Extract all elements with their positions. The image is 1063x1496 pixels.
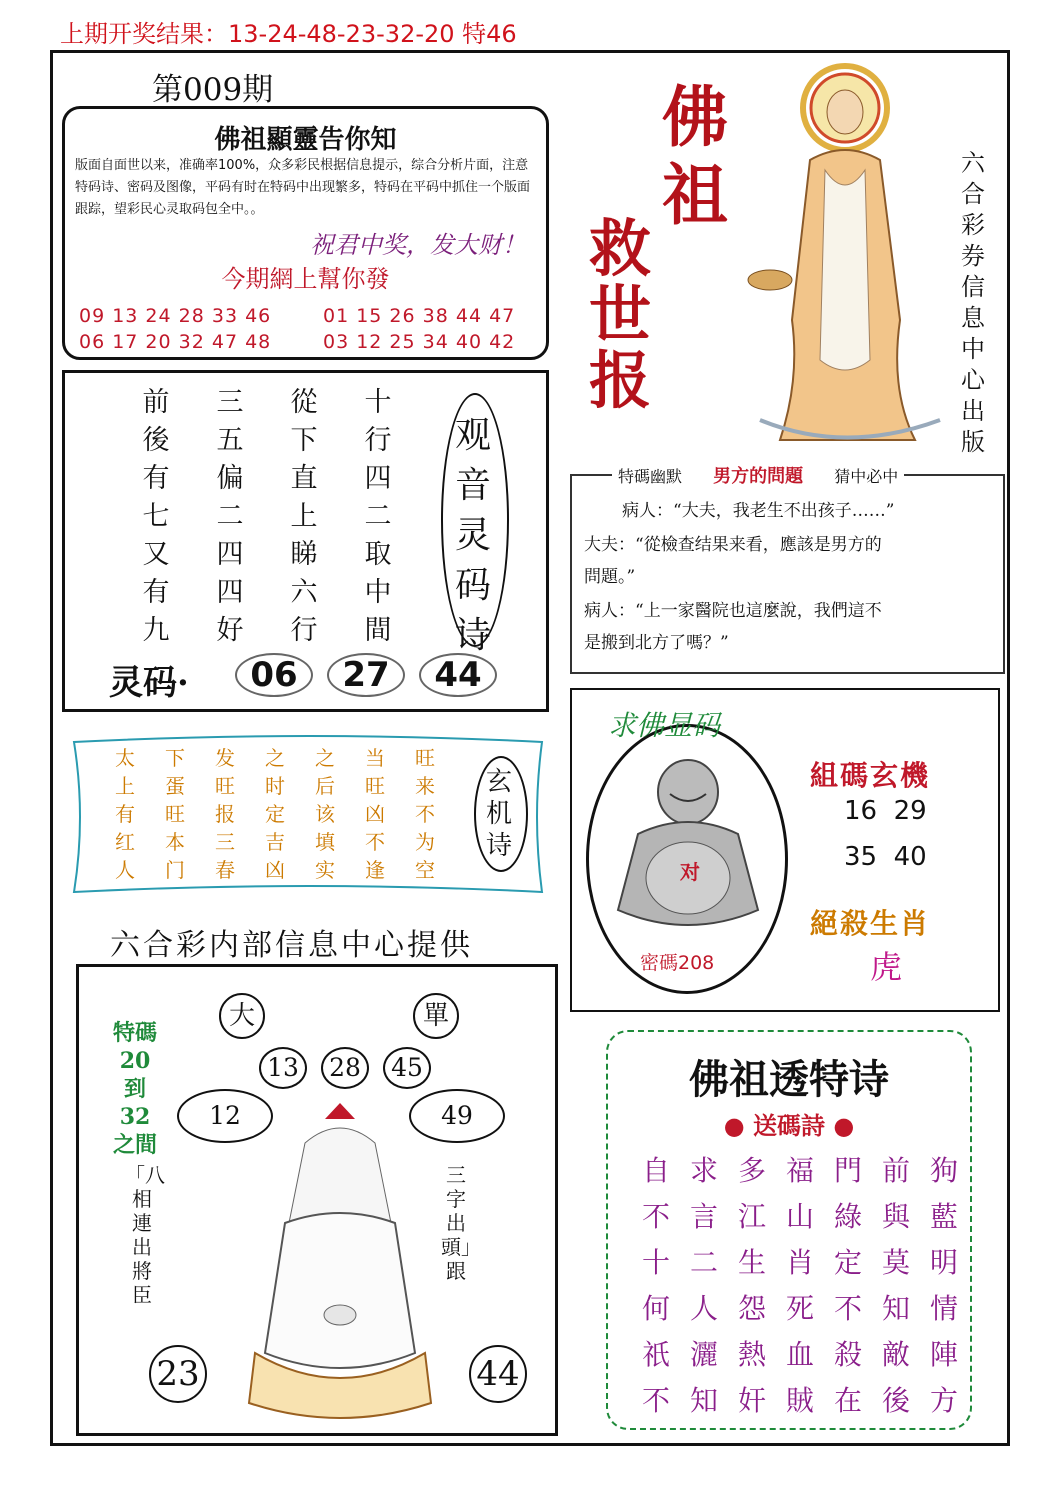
verse-subtitle-row xyxy=(608,1106,970,1141)
poem-char: 後 xyxy=(142,425,170,456)
poem-box xyxy=(62,370,549,712)
bottom-left-number: 23 xyxy=(149,1345,207,1403)
laughing-buddha-illustration xyxy=(608,750,768,940)
poem-char: 二 xyxy=(364,501,392,532)
verse-char: 不 xyxy=(641,1200,670,1233)
bottom-right-number: 44 xyxy=(469,1345,527,1403)
mystery-char: 当 xyxy=(365,746,385,770)
big-badge: 大 xyxy=(219,993,265,1039)
verse-char: 知 xyxy=(689,1384,718,1417)
title-line2: 救世报 xyxy=(588,212,651,417)
kill-zodiac-value: 虎 xyxy=(870,948,903,986)
poem-title: 观音灵码诗 xyxy=(454,415,491,656)
poem-char: 六 xyxy=(290,577,318,608)
verse-char: 明 xyxy=(929,1246,958,1279)
mystery-char: 有 xyxy=(115,802,135,826)
verse-char: 十 xyxy=(641,1246,670,1279)
left-phrase: 「八相連出將臣 xyxy=(125,1163,165,1307)
verse-char: 前 xyxy=(881,1154,910,1187)
poem-code-label: 灵码· xyxy=(109,663,189,703)
joke-header xyxy=(612,462,904,488)
mystery-char: 三 xyxy=(215,830,235,854)
mystery-char: 定 xyxy=(265,802,285,826)
numbers-heading: 今期網上幫你發 xyxy=(221,265,390,293)
number-oval-left: 12 xyxy=(177,1089,273,1143)
numbers-right-row1: 01 15 26 38 44 47 xyxy=(323,305,516,327)
verse-char: 奸 xyxy=(737,1384,766,1417)
intro-wish: 祝君中奖，发大财！ xyxy=(310,231,526,259)
number-circle: 45 xyxy=(383,1047,431,1089)
mystery-char: 不 xyxy=(365,830,385,854)
poem-code-circle: 06 xyxy=(235,653,313,697)
poem-char: 四 xyxy=(216,577,244,608)
combo-row: 16 29 xyxy=(844,796,927,826)
mystery-char: 门 xyxy=(165,858,185,882)
mystery-char: 下 xyxy=(165,746,185,770)
joke-box xyxy=(570,466,1005,674)
poem-char: 取 xyxy=(364,539,392,570)
verse-char: 死 xyxy=(785,1292,814,1325)
poem-char: 中 xyxy=(364,577,392,608)
poem-char: 七 xyxy=(142,501,170,532)
verse-char: 方 xyxy=(929,1384,958,1417)
verse-char: 二 xyxy=(689,1246,718,1279)
special-number-box xyxy=(76,964,558,1436)
mystery-char: 来 xyxy=(415,774,435,798)
verse-char: 江 xyxy=(737,1200,766,1233)
poem-char: 前 xyxy=(142,387,170,418)
intro-description: 版面自面世以来，准确率100%，众多彩民根据信息提示，综合分析片面，注意特码诗、密码及图像，平码有时在特码中出现繁多，特码在平码中抓住一个版面跟踪，望彩民心灵取码包全中。。 xyxy=(75,158,531,217)
poem-char: 下 xyxy=(290,425,318,456)
mystery-char: 该 xyxy=(315,802,335,826)
joke-line: 病人：“上一家醫院也這麼說，我們這不 xyxy=(584,601,882,621)
mystery-char: 太 xyxy=(115,746,135,770)
mystery-char: 旺 xyxy=(165,802,185,826)
joke-line: 病人：“大夫，我老生不出孩子……” xyxy=(622,501,895,521)
verse-char: 福 xyxy=(785,1154,814,1187)
poem-code-circle: 27 xyxy=(327,653,405,697)
mystery-char: 逢 xyxy=(365,858,385,882)
mystery-char: 发 xyxy=(215,746,235,770)
number-circle: 28 xyxy=(321,1047,369,1089)
poem-char: 四 xyxy=(216,539,244,570)
mystery-char: 红 xyxy=(115,830,135,854)
number-circle: 13 xyxy=(259,1047,307,1089)
verse-char: 何 xyxy=(641,1292,670,1325)
verse-char: 言 xyxy=(689,1200,718,1233)
publisher-label: 六合彩券信息中心出版 xyxy=(961,149,985,456)
verse-char: 知 xyxy=(881,1292,910,1325)
special-range-text: 特碼20到32之間 xyxy=(113,1020,158,1158)
verse-char: 求 xyxy=(689,1154,718,1187)
secret-code: 密碼208 xyxy=(640,952,715,974)
verse-char: 不 xyxy=(641,1384,670,1417)
verse-char: 賊 xyxy=(785,1384,814,1417)
poem-code-circle: 44 xyxy=(419,653,497,697)
mystery-char: 本 xyxy=(165,830,185,854)
verse-char: 怨 xyxy=(737,1292,766,1325)
verse-char: 綠 xyxy=(833,1200,862,1233)
poem-char: 有 xyxy=(142,577,170,608)
joke-line: 問題。” xyxy=(584,567,636,587)
mystery-char: 时 xyxy=(265,774,285,798)
issue-number: 第009期 xyxy=(152,72,274,108)
poem-grid xyxy=(119,385,415,649)
verse-char: 陣 xyxy=(929,1338,958,1371)
verse-char: 後 xyxy=(881,1384,910,1417)
mystery-char: 人 xyxy=(115,858,135,882)
verse-char: 肖 xyxy=(785,1246,814,1279)
verse-char: 祇 xyxy=(641,1338,670,1371)
kill-zodiac-title: 絕殺生肖 xyxy=(810,907,931,940)
verse-char: 熱 xyxy=(737,1338,766,1371)
joke-line: 大夫：“從檢查结果来看，應該是男方的 xyxy=(584,535,882,555)
number-oval-right: 49 xyxy=(409,1089,505,1143)
verse-char: 狗 xyxy=(929,1154,958,1187)
guanyin-seated-illustration xyxy=(245,1103,435,1423)
mystery-char: 吉 xyxy=(265,830,285,854)
verse-char: 灑 xyxy=(689,1338,718,1371)
mystery-char: 旺 xyxy=(215,774,235,798)
verse-title: 佛祖透特诗 xyxy=(689,1056,889,1103)
poem-char: 行 xyxy=(290,615,318,646)
right-phrase: 三字出頭」跟 xyxy=(441,1163,471,1283)
verse-char: 在 xyxy=(833,1384,862,1417)
poem-char: 直 xyxy=(290,463,318,494)
verse-char: 藍 xyxy=(929,1200,958,1233)
buddha-badge: 对 xyxy=(680,860,700,884)
mystery-poem-grid xyxy=(100,746,450,883)
verse-char: 門 xyxy=(833,1154,862,1187)
poem-char: 二 xyxy=(216,501,244,532)
poem-char: 上 xyxy=(290,501,318,532)
joke-line: 是搬到北方了嗎？” xyxy=(584,633,729,653)
mystery-char: 报 xyxy=(215,802,235,826)
verse-char: 定 xyxy=(833,1246,862,1279)
poem-char: 睇 xyxy=(290,539,318,570)
verse-char: 殺 xyxy=(833,1338,862,1371)
title-line1: 佛祖 xyxy=(662,78,728,234)
poem-char: 五 xyxy=(216,425,244,456)
verse-char: 多 xyxy=(737,1154,766,1187)
combo-row: 35 40 xyxy=(844,842,927,872)
combo-title: 組碼玄機 xyxy=(810,759,931,792)
mystery-char: 填 xyxy=(315,830,335,854)
last-draw-result: 上期开奖结果：13-24-48-23-32-20 特46 xyxy=(60,20,517,48)
provider-line: 六合彩内部信息中心提供 xyxy=(110,928,473,963)
verse-grid xyxy=(632,1150,968,1422)
special-range xyxy=(113,1019,157,1159)
guanyin-standing-illustration xyxy=(740,60,950,450)
verse-box xyxy=(606,1030,972,1430)
mystery-char: 后 xyxy=(315,774,335,798)
bullet-icon: ● xyxy=(723,1112,745,1140)
numbers-left-row2: 06 17 20 32 47 48 xyxy=(79,331,272,353)
mystery-char: 上 xyxy=(115,774,135,798)
mystery-char: 凶 xyxy=(265,858,285,882)
mystery-char: 空 xyxy=(415,858,435,882)
poem-char: 十 xyxy=(364,387,392,418)
mystery-poem-box xyxy=(70,732,546,902)
poem-char: 四 xyxy=(364,463,392,494)
verse-subtitle: 送碼詩 xyxy=(753,1112,825,1140)
intro-box xyxy=(62,106,549,360)
verse-char: 人 xyxy=(689,1292,718,1325)
verse-char: 不 xyxy=(833,1292,862,1325)
verse-char: 敵 xyxy=(881,1338,910,1371)
verse-char: 與 xyxy=(881,1200,910,1233)
numbers-right-row2: 03 12 25 34 40 42 xyxy=(323,331,516,353)
mystery-char: 旺 xyxy=(365,774,385,798)
mystery-char: 之 xyxy=(265,746,285,770)
intro-title: 佛祖顯靈告你知 xyxy=(214,125,397,155)
mystery-char: 蛋 xyxy=(165,774,185,798)
poem-char: 三 xyxy=(216,387,244,418)
poem-char: 九 xyxy=(142,615,170,646)
poem-char: 偏 xyxy=(216,463,244,494)
poem-char: 有 xyxy=(142,463,170,494)
poem-char: 又 xyxy=(142,539,170,570)
verse-char: 血 xyxy=(785,1338,814,1371)
numbers-left-row1: 09 13 24 28 33 46 xyxy=(79,305,272,327)
mystery-char: 为 xyxy=(415,830,435,854)
mystery-char: 凶 xyxy=(365,802,385,826)
bullet-icon: ● xyxy=(833,1112,855,1140)
verse-char: 莫 xyxy=(881,1246,910,1279)
joke-header-title: 男方的問題 xyxy=(713,466,804,487)
poem-char: 間 xyxy=(364,615,392,646)
verse-char: 自 xyxy=(641,1154,670,1187)
joke-header-left: 特碼幽默 xyxy=(618,467,683,486)
verse-char: 生 xyxy=(737,1246,766,1279)
mystery-title: 玄机诗 xyxy=(485,767,512,861)
mystery-char: 之 xyxy=(315,746,335,770)
mystery-char: 实 xyxy=(315,858,335,882)
verse-char: 情 xyxy=(929,1292,958,1325)
buddha-code-box xyxy=(570,688,1000,1012)
poem-char: 行 xyxy=(364,425,392,456)
mystery-char: 旺 xyxy=(415,746,435,770)
poem-char: 從 xyxy=(290,387,318,418)
poem-char: 好 xyxy=(216,615,244,646)
mystery-char: 春 xyxy=(215,858,235,882)
buddha-oval-title: 求佛显码 xyxy=(608,709,721,742)
single-badge: 單 xyxy=(413,993,459,1039)
verse-char: 山 xyxy=(785,1200,814,1233)
mystery-char: 不 xyxy=(415,802,435,826)
joke-header-right: 猜中必中 xyxy=(834,467,899,486)
